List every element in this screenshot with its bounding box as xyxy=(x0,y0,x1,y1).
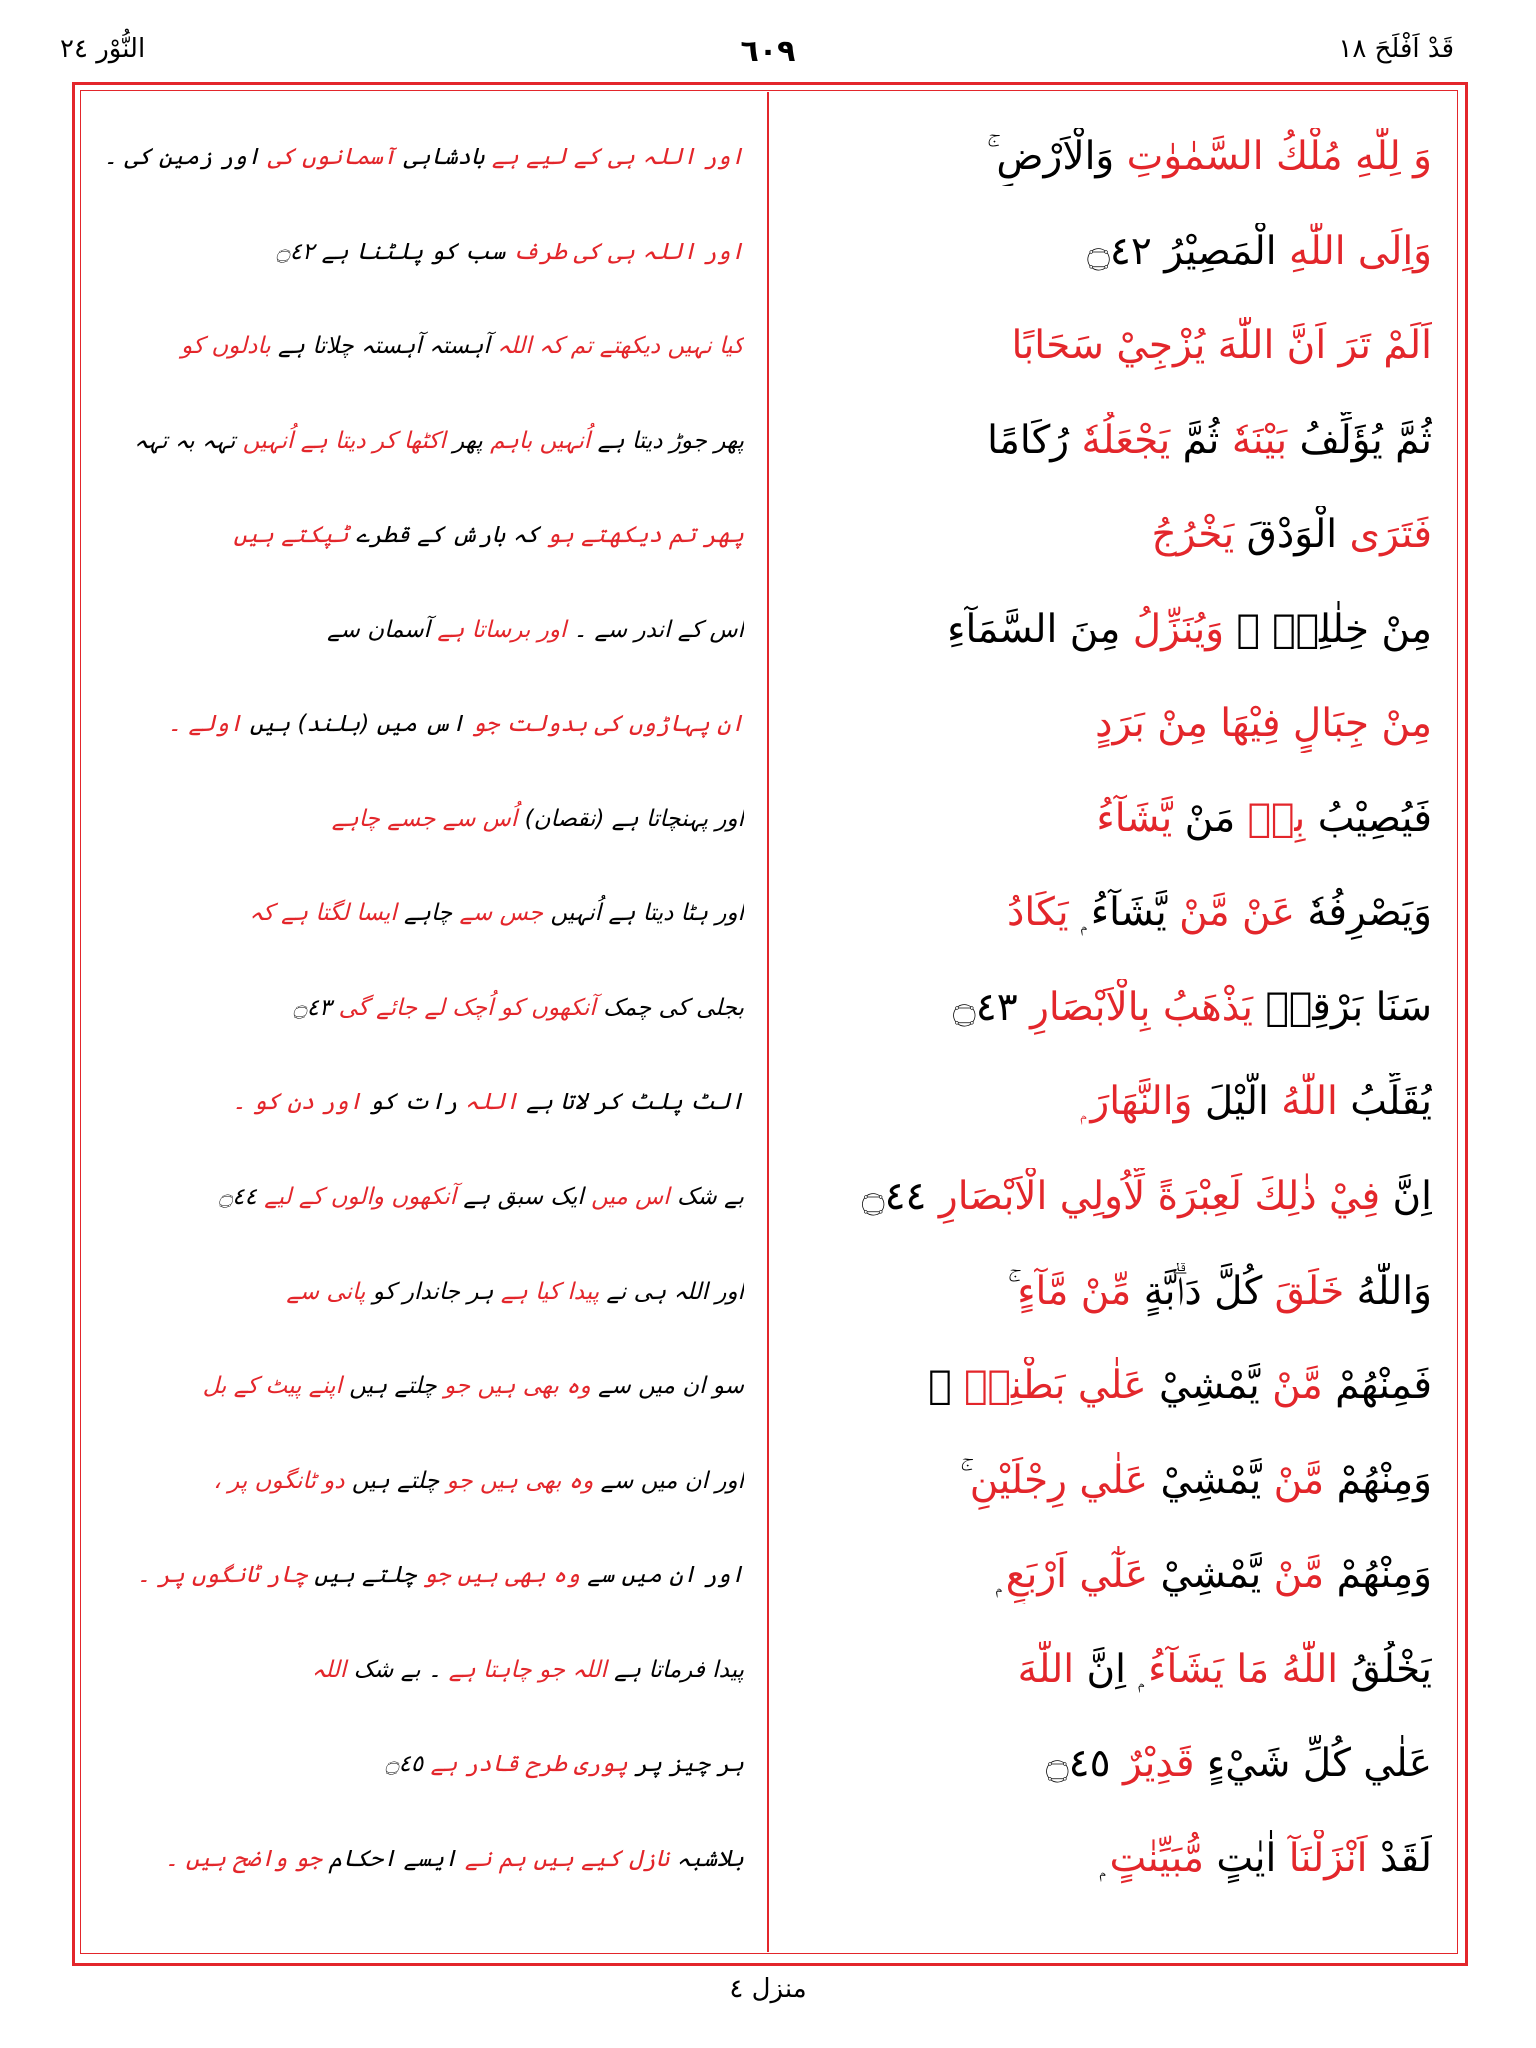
highlighted-text-segment: عَلٰي رِجْلَيْنِ xyxy=(969,1457,1149,1503)
text-segment: اور ان میں سے xyxy=(579,1562,744,1589)
highlighted-text-segment: اُنہیں باہم xyxy=(490,427,591,454)
highlighted-text-segment: وَ لِلّٰهِ مُلْكُ السَّمٰوٰتِ xyxy=(1126,134,1432,179)
text-segment: سو ان میں سے xyxy=(590,1373,744,1400)
text-segment: ۝٤٣ xyxy=(952,984,1031,1030)
text-segment: ۭ xyxy=(1099,1835,1110,1881)
highlighted-text-segment: اس میں xyxy=(591,1184,670,1211)
text-segment: پیدا فرماتا ہے xyxy=(606,1656,744,1683)
text-segment: ایک سبق ہے xyxy=(456,1184,592,1211)
text-segment: اور پہنچاتا ہے (نقصان) xyxy=(517,805,744,832)
highlighted-text-segment: يَّشَآءُ xyxy=(1096,795,1173,841)
highlighted-text-segment: يَذْهَبُ بِالْاَبْصَارِ xyxy=(1030,984,1254,1030)
highlighted-text-segment: وَاِلَى اللّٰهِ xyxy=(1289,228,1432,274)
highlighted-text-segment: بِهٖ xyxy=(1247,795,1306,841)
highlighted-text-segment: پھر تم دیکھتے ہو xyxy=(546,522,744,549)
text-segment: بادشاہی xyxy=(396,144,492,170)
text-segment: ہر چیز پر xyxy=(627,1751,744,1778)
highlighted-text-segment: وَيُنَزِّلُ xyxy=(1132,606,1225,652)
arabic-verse-line xyxy=(788,695,1432,753)
highlighted-text-segment: يَجْعَلُهٗ xyxy=(1081,417,1171,463)
text-segment: ثُمَّ xyxy=(1170,417,1232,463)
urdu-translation-line xyxy=(100,1073,744,1131)
text-segment: اس میں (بلند) ہیں xyxy=(242,711,473,738)
arabic-verse-line xyxy=(788,1546,1432,1604)
highlighted-text-segment: مَّنْ xyxy=(1273,1552,1325,1598)
highlighted-text-segment: اللہ xyxy=(311,1656,347,1683)
arabic-text-column xyxy=(788,128,1432,1888)
highlighted-text-segment: اللہ جو چاہتا ہے xyxy=(448,1656,607,1683)
arabic-verse-line xyxy=(788,1452,1432,1510)
highlighted-text-segment: جس سے xyxy=(459,900,544,927)
text-segment: مَنْ xyxy=(1172,795,1248,841)
arabic-verse-line xyxy=(788,601,1432,659)
highlighted-text-segment: اللّٰهُ مَا يَشَآءُ xyxy=(1148,1646,1339,1692)
text-segment: تہہ بہ تہہ xyxy=(134,427,243,454)
manzil-footer: منزل ٤ xyxy=(729,1974,807,2004)
text-segment: کہ بارش کے قطرے xyxy=(348,522,547,549)
text-segment: يَّمْشِيْ xyxy=(1148,1457,1274,1503)
arabic-verse-line xyxy=(788,412,1432,470)
arabic-verse-line xyxy=(788,884,1432,942)
text-segment: ۝٤٤ xyxy=(218,1184,265,1211)
arabic-verse-line xyxy=(788,317,1432,375)
text-segment: فَمِنْهُمْ xyxy=(1322,1363,1432,1409)
arabic-verse-line xyxy=(788,1357,1432,1415)
highlighted-text-segment: مُّبَيِّنٰتٍ xyxy=(1109,1835,1204,1881)
highlighted-text-segment: ایسا لگتا ہے کہ xyxy=(249,900,397,927)
text-segment: لَقَدْ xyxy=(1367,1835,1432,1881)
text-segment: الْوَدْقَ xyxy=(1234,512,1338,558)
text-segment: يَخْلُقُ xyxy=(1338,1646,1432,1692)
text-segment: آہستہ آہستہ چلاتا ہے xyxy=(270,333,498,360)
urdu-translation-line xyxy=(100,412,744,470)
text-segment: چاہے xyxy=(396,900,460,927)
text-segment: بے شک xyxy=(669,1184,744,1211)
highlighted-text-segment: وہ بھی ہیں جو xyxy=(446,1467,594,1494)
highlighted-text-segment: مَّنْ xyxy=(1273,1457,1325,1503)
urdu-translation-line xyxy=(100,506,744,564)
arabic-verse-line xyxy=(788,1073,1432,1131)
highlighted-text-segment: کیا نہیں دیکھتے تم کہ اللہ xyxy=(497,333,744,360)
text-segment: ۚ xyxy=(928,1363,965,1409)
arabic-verse-line xyxy=(788,1830,1432,1888)
highlighted-text-segment: وہ بھی ہیں جو xyxy=(423,1562,580,1589)
text-segment: ہر جاندار کو xyxy=(365,1278,501,1305)
arabic-verse-line xyxy=(788,128,1432,186)
highlighted-text-segment: مِّنْ مَّآءٍ xyxy=(1017,1268,1132,1314)
highlighted-text-segment: اپنے پیٹ کے بل xyxy=(202,1373,342,1400)
highlighted-text-segment: فَتَرَى xyxy=(1337,512,1432,558)
highlighted-text-segment: بادلوں کو xyxy=(181,333,271,360)
urdu-translation-line xyxy=(100,1357,744,1415)
highlighted-text-segment: ٹپکتے ہیں xyxy=(233,522,349,549)
highlighted-text-segment: عَلٰٓي اَرْبَعٍ xyxy=(1005,1552,1149,1598)
highlighted-text-segment: نازل کیے ہیں ہم نے xyxy=(464,1845,670,1872)
text-segment: رات کو xyxy=(362,1089,465,1116)
text-segment: سب کو پلٹنا ہے ۝٤٢ xyxy=(276,238,513,265)
text-segment: چلتے ہیں xyxy=(341,1373,445,1400)
arabic-verse-line xyxy=(788,1641,1432,1699)
page-number: ٦٠٩ xyxy=(740,34,796,69)
highlighted-text-segment: مِنْ جِبَالٍ فِيْهَا مِنْ بَرَدٍ xyxy=(1095,701,1432,747)
highlighted-text-segment: پانی سے xyxy=(286,1278,366,1305)
text-segment: ثُمَّ يُؤَلِّفُ xyxy=(1287,417,1432,463)
arabic-verse-line xyxy=(788,223,1432,281)
text-segment: الٹ پلٹ کر لاتا ہے xyxy=(518,1089,744,1116)
text-segment: پھر جوڑ دیتا ہے xyxy=(590,427,744,454)
text-segment: بلاشبہ xyxy=(669,1845,744,1872)
highlighted-text-segment: اَنْزَلْنَآ xyxy=(1288,1835,1368,1881)
text-segment: الْمَصِيْرُ ۝٤٢ xyxy=(1087,228,1289,274)
text-segment: يُقَلِّبُ xyxy=(1337,1079,1432,1125)
highlighted-text-segment: دو ٹانگوں پر ، xyxy=(213,1467,345,1494)
text-segment: ۝٤٥ xyxy=(385,1751,431,1778)
text-segment: يَّشَآءُ ۭ xyxy=(1068,890,1180,936)
text-segment: ۭ اِنَّ xyxy=(1074,1646,1149,1692)
highlighted-text-segment: خَلَقَ xyxy=(1274,1268,1345,1314)
urdu-translation-line xyxy=(100,601,744,659)
text-segment: ایسے احکام xyxy=(321,1845,465,1872)
highlighted-text-segment: اور اللہ ہی کی طرف xyxy=(512,238,744,265)
text-segment: اور زمین کی ۔ xyxy=(103,144,268,170)
highlighted-text-segment: اللّٰهَ xyxy=(1017,1646,1075,1692)
text-segment: آسمان سے xyxy=(327,616,438,643)
header-surah-name: النُّوْر ٢٤ xyxy=(60,34,146,64)
highlighted-text-segment: آنکھوں والوں کے لیے xyxy=(264,1184,457,1211)
text-segment: وَمِنْهُمْ xyxy=(1324,1552,1432,1598)
text-segment: يَّمْشِيْ xyxy=(1148,1552,1274,1598)
highlighted-text-segment: اولے ۔ xyxy=(167,711,243,738)
text-segment: اٰيٰتٍ xyxy=(1203,1835,1289,1881)
highlighted-text-segment: عَلٰي بَطْنِهٖ xyxy=(964,1363,1147,1409)
text-segment: وَالْاَرْضِ ۚ xyxy=(986,134,1127,179)
arabic-verse-line xyxy=(788,1168,1432,1226)
highlighted-text-segment: چار ٹانگوں پر ۔ xyxy=(136,1562,307,1589)
text-segment: كُلَّ دَاۗبَّةٍ xyxy=(1131,1268,1275,1314)
text-segment: الَّيْلَ xyxy=(1192,1079,1282,1125)
highlighted-text-segment: يَخْرُجُ xyxy=(1151,512,1235,558)
urdu-translation-column xyxy=(100,128,744,1888)
highlighted-text-segment: جو واضح ہیں ۔ xyxy=(164,1845,322,1872)
text-segment: مِنْ خِلٰلِهٖ ۚ xyxy=(1224,606,1432,652)
text-segment: اِنَّ xyxy=(1380,1174,1432,1220)
highlighted-text-segment: فِيْ ذٰلِكَ لَعِبْرَةً لِّاُولِي الْاَبْصَارِ xyxy=(938,1174,1381,1220)
text-segment: بجلی کی چمک xyxy=(595,994,744,1021)
text-segment: اور ہٹا دیتا ہے اُنہیں xyxy=(543,900,744,927)
highlighted-text-segment: اَلَمْ تَرَ اَنَّ اللّٰهَ يُزْجِيْ سَحَابًا xyxy=(1011,323,1432,369)
highlighted-text-segment: پوری طرح قادر ہے xyxy=(430,1751,628,1778)
urdu-translation-line xyxy=(100,1641,744,1699)
urdu-translation-line xyxy=(100,317,744,375)
urdu-translation-line xyxy=(100,128,744,186)
text-segment: فَيُصِيْبُ xyxy=(1305,795,1432,841)
arabic-verse-line xyxy=(788,979,1432,1037)
text-segment: ۚ xyxy=(1007,1268,1018,1314)
highlighted-text-segment: ان پہاڑوں کی بدولت جو xyxy=(472,711,744,738)
text-segment: مِنَ السَّمَآءِ xyxy=(947,606,1133,652)
highlighted-text-segment: آسمانوں کی xyxy=(267,144,397,170)
text-segment: عَلٰي كُلِّ شَيْءٍ xyxy=(1194,1741,1432,1787)
text-segment: ۭ xyxy=(995,1552,1006,1598)
text-segment: ۚ xyxy=(959,1457,970,1503)
urdu-translation-line xyxy=(100,1263,744,1321)
highlighted-text-segment: بَيْنَهٗ xyxy=(1231,417,1288,463)
urdu-translation-line xyxy=(100,1830,744,1888)
text-segment: اور اللہ ہی نے xyxy=(599,1278,744,1305)
highlighted-text-segment: اکٹھا کر دیتا ہے اُنہیں xyxy=(242,427,446,454)
text-segment: سَنَا بَرْقِهٖ xyxy=(1253,984,1432,1030)
highlighted-text-segment: يَكَادُ xyxy=(1007,890,1069,936)
highlighted-text-segment: اور برساتا ہے xyxy=(437,616,567,643)
text-segment: ۔ بے شک xyxy=(346,1656,449,1683)
text-segment: چلتے ہیں xyxy=(307,1562,424,1589)
arabic-verse-line xyxy=(788,506,1432,564)
highlighted-text-segment: وہ بھی ہیں جو xyxy=(444,1373,591,1400)
arabic-verse-line xyxy=(788,790,1432,848)
text-segment: ۝٤٣ xyxy=(293,994,339,1021)
arabic-verse-line xyxy=(788,1735,1432,1793)
column-divider xyxy=(767,92,769,1952)
highlighted-text-segment: مَّنْ xyxy=(1272,1363,1323,1409)
urdu-translation-line xyxy=(100,979,744,1037)
text-segment: ۝٤٤ xyxy=(861,1174,939,1220)
highlighted-text-segment: اُس سے جسے چاہے xyxy=(331,805,518,832)
text-segment: اس کے اندر سے ۔ xyxy=(566,616,744,643)
highlighted-text-segment: اللّٰهُ xyxy=(1281,1079,1338,1125)
urdu-translation-line xyxy=(100,884,744,942)
urdu-translation-line xyxy=(100,1168,744,1226)
highlighted-text-segment: اور دن کو ۔ xyxy=(232,1089,363,1116)
urdu-translation-line xyxy=(100,1735,744,1793)
urdu-translation-line xyxy=(100,695,744,753)
highlighted-text-segment: اللہ xyxy=(464,1089,519,1116)
highlighted-text-segment: وَالنَّهَارَ ۭ xyxy=(1080,1079,1193,1125)
highlighted-text-segment: عَنْ مَّنْ xyxy=(1179,890,1296,936)
text-segment: وَاللّٰهُ xyxy=(1344,1268,1432,1314)
highlighted-text-segment: آنکھوں کو اُچک لے جائے گی xyxy=(338,994,596,1021)
urdu-translation-line xyxy=(100,790,744,848)
arabic-verse-line xyxy=(788,1263,1432,1321)
highlighted-text-segment: پیدا کیا ہے xyxy=(500,1278,600,1305)
text-segment: چلتے ہیں xyxy=(344,1467,447,1494)
text-segment: وَيَصْرِفُهٗ xyxy=(1295,890,1432,936)
text-segment: ۝٤٥ xyxy=(1045,1741,1123,1787)
highlighted-text-segment: اور اللہ ہی کے لیے ہے xyxy=(491,144,744,170)
urdu-translation-line xyxy=(100,1452,744,1510)
text-segment: رُكَامًا xyxy=(987,417,1082,463)
text-segment: پھر xyxy=(445,427,491,454)
urdu-translation-line xyxy=(100,1546,744,1604)
header-juz-name: قَدْ اَفْلَحَ ١٨ xyxy=(1338,34,1454,64)
highlighted-text-segment: قَدِيْرٌ xyxy=(1122,1741,1195,1787)
text-segment: يَّمْشِيْ xyxy=(1146,1363,1273,1409)
text-segment: اور ان میں سے xyxy=(593,1467,744,1494)
urdu-translation-line xyxy=(100,223,744,281)
text-segment: وَمِنْهُمْ xyxy=(1324,1457,1432,1503)
